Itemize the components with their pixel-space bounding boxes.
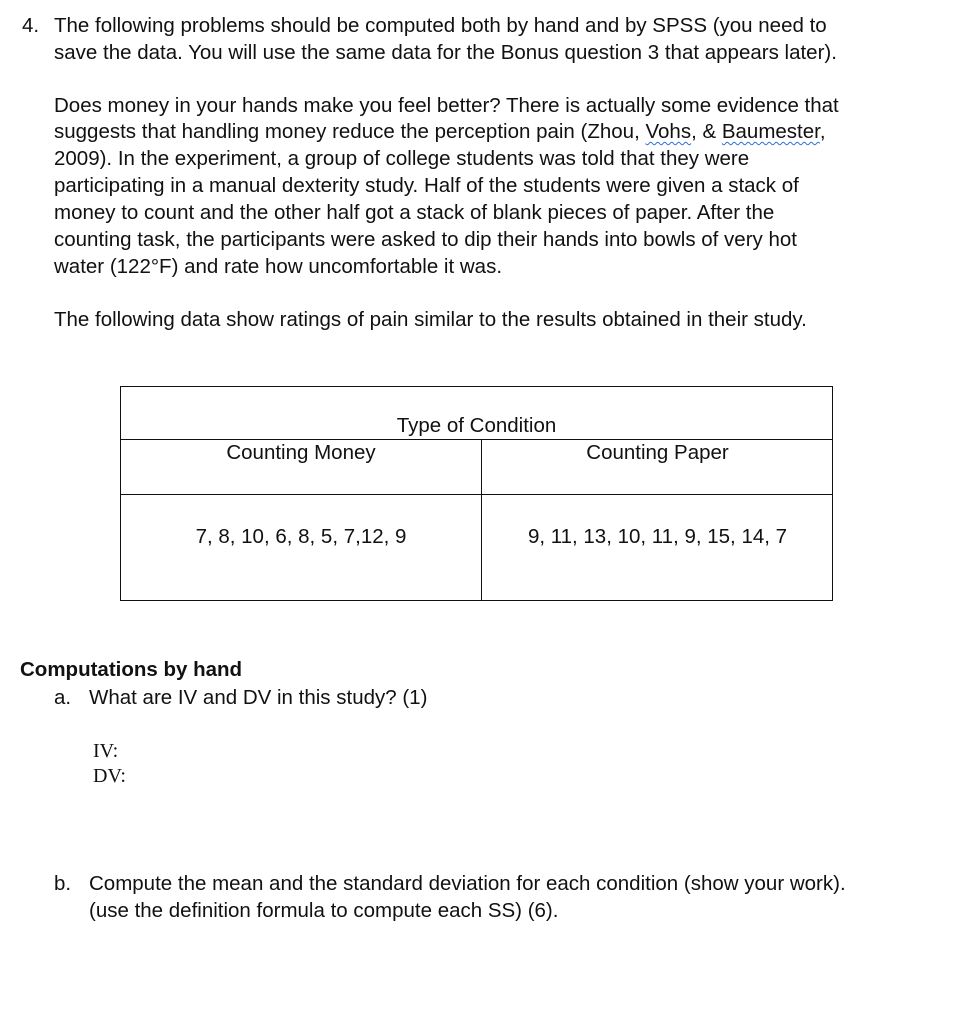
table-divider-top: [121, 439, 832, 440]
column-label-counting-paper: Counting Paper: [586, 441, 729, 464]
question-number: 4.: [22, 14, 40, 37]
para2: The following data show ratings of pain similar to the results obtained in their study.: [54, 308, 807, 331]
para1-line-2-end: ,: [819, 120, 826, 143]
para1-line-6: counting task, the participants were asked to dip their hands into bowls of very hot: [54, 228, 797, 251]
para1-line-5: money to count and the other half got a stack of blank pieces of paper. After the: [54, 201, 775, 224]
computations-heading: Computations by hand: [20, 658, 243, 681]
question-b-line-1: Compute the mean and the standard deviation for each condition (show your work).: [89, 872, 846, 895]
counting-money-values: 7, 8, 10, 6, 8, 5, 7,12, 9: [195, 525, 407, 548]
para1-line-4: participating in a manual dexterity study. Half of the students were given a stack of: [54, 174, 799, 197]
table-column-divider: [481, 440, 482, 600]
table-divider-middle: [121, 494, 832, 495]
data-table: [120, 386, 833, 601]
para1-line-1: Does money in your hands make you feel better? There is actually some evidence that: [54, 94, 839, 117]
question-a-label: a.: [54, 686, 72, 709]
counting-paper-values: 9, 11, 13, 10, 11, 9, 15, 14, 7: [527, 525, 788, 548]
intro-line-2: save the data. You will use the same data for the Bonus question 3 that appears later).: [54, 41, 837, 64]
column-label-counting-money: Counting Money: [226, 441, 376, 464]
para1-line-2-text: suggests that handling money reduce the perception pain (Zhou,: [54, 120, 646, 143]
para1-line-7: water (122°F) and rate how uncomfortable it was.: [54, 255, 503, 278]
iv-label: IV:: [93, 740, 119, 762]
question-b-label: b.: [54, 872, 72, 895]
intro-line-1: The following problems should be computed both by hand and by SPSS (you need to: [54, 14, 827, 37]
question-b-line-2: (use the definition formula to compute each SS) (6).: [89, 899, 559, 922]
dv-label: DV:: [93, 765, 126, 787]
spellcheck-vohs: Vohs: [645, 120, 692, 143]
para1-line-3: 2009). In the experiment, a group of college students was told that they were: [54, 147, 750, 170]
para1-line-2: [54, 118, 826, 145]
question-a-text: What are IV and DV in this study? (1): [89, 686, 428, 709]
para1-line-2-mid: , &: [691, 120, 722, 143]
table-header: Type of Condition: [396, 414, 557, 437]
spellcheck-baumester: Baumester: [721, 120, 820, 143]
